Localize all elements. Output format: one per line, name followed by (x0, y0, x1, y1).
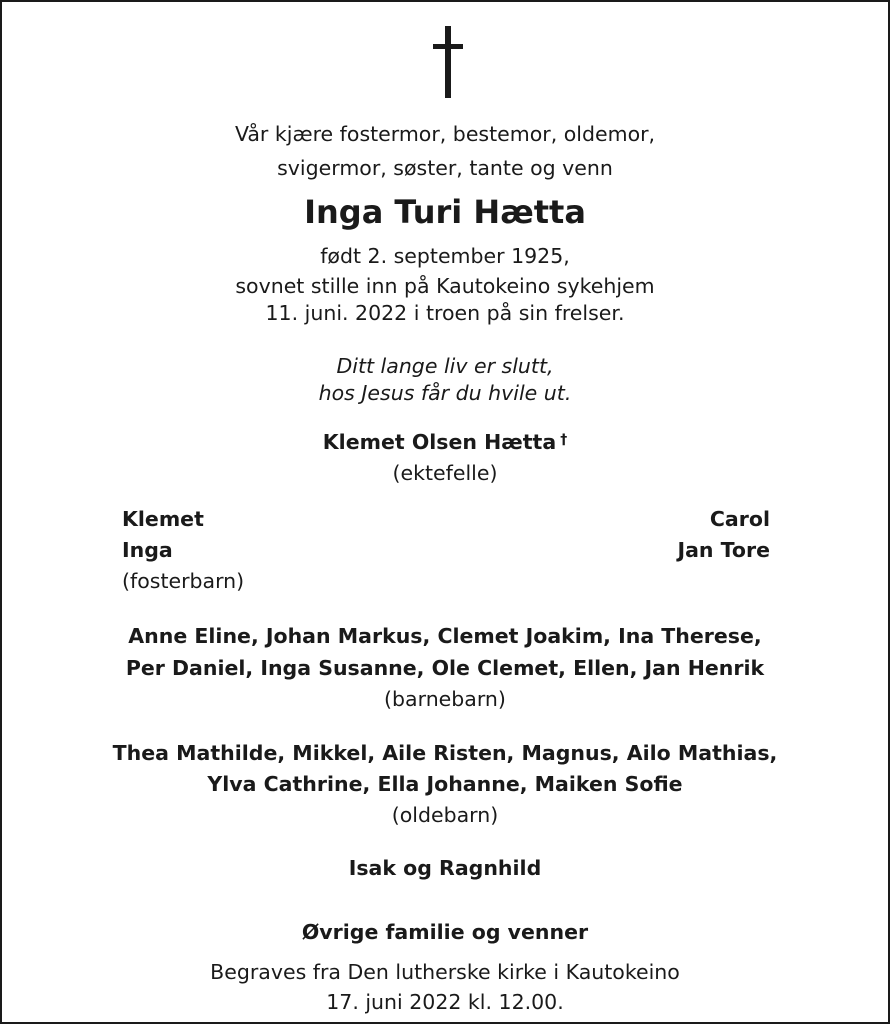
intro-line-1: Vår kjære fostermor, bestemor, oldemor, (234, 122, 656, 146)
verse-line-2: hos Jesus får du hvile ut. (318, 381, 572, 405)
spouse-line (2, 428, 888, 456)
great-grandchildren-line-2: Ylva Cathrine, Ella Johanne, Maiken Sofie (207, 772, 683, 796)
great-grandchildren-line-1: Thea Mathilde, Mikkel, Aile Risten, Magnus, Ailo Mathias, (112, 741, 778, 765)
birth-line: født 2. september 1925, (320, 244, 570, 268)
spouse-relation: (ektefelle) (392, 461, 498, 485)
death-line-2: 11. juni. 2022 i troen på sin frelser. (265, 301, 625, 325)
foster-child-left-1: Klemet (122, 507, 204, 531)
other-family: Øvrige familie og venner (301, 920, 589, 944)
grandchildren-line-1: Anne Eline, Johan Markus, Clemet Joakim, Ina Therese, (128, 624, 762, 648)
verse-line-1: Ditt lange liv er slutt, (336, 354, 554, 378)
death-line-1: sovnet stille inn på Kautokeino sykehjem (235, 274, 655, 298)
funeral-line-2: 17. juni 2022 kl. 12.00. (326, 990, 564, 1014)
dagger-mark: † (560, 432, 568, 448)
grandchildren-relation: (barnebarn) (384, 687, 506, 711)
grandchildren-line-2: Per Daniel, Inga Susanne, Ole Clemet, Ellen, Jan Henrik (125, 656, 765, 680)
intro-line-2: svigermor, søster, tante og venn (277, 156, 613, 180)
deceased-name: Inga Turi Hætta (304, 193, 586, 231)
foster-children-relation: (fosterbarn) (122, 569, 245, 593)
foster-child-right-2: Jan Tore (677, 538, 770, 562)
funeral-line-1: Begraves fra Den lutherske kirke i Kautokeino (210, 960, 680, 984)
foster-child-left-2: Inga (122, 538, 173, 562)
cross-icon (433, 26, 463, 98)
great-grandchildren-relation: (oldebarn) (391, 803, 499, 827)
other-names: Isak og Ragnhild (348, 856, 542, 880)
spouse-name: Klemet Olsen Hætta (322, 430, 557, 454)
foster-child-right-1: Carol (709, 507, 770, 531)
